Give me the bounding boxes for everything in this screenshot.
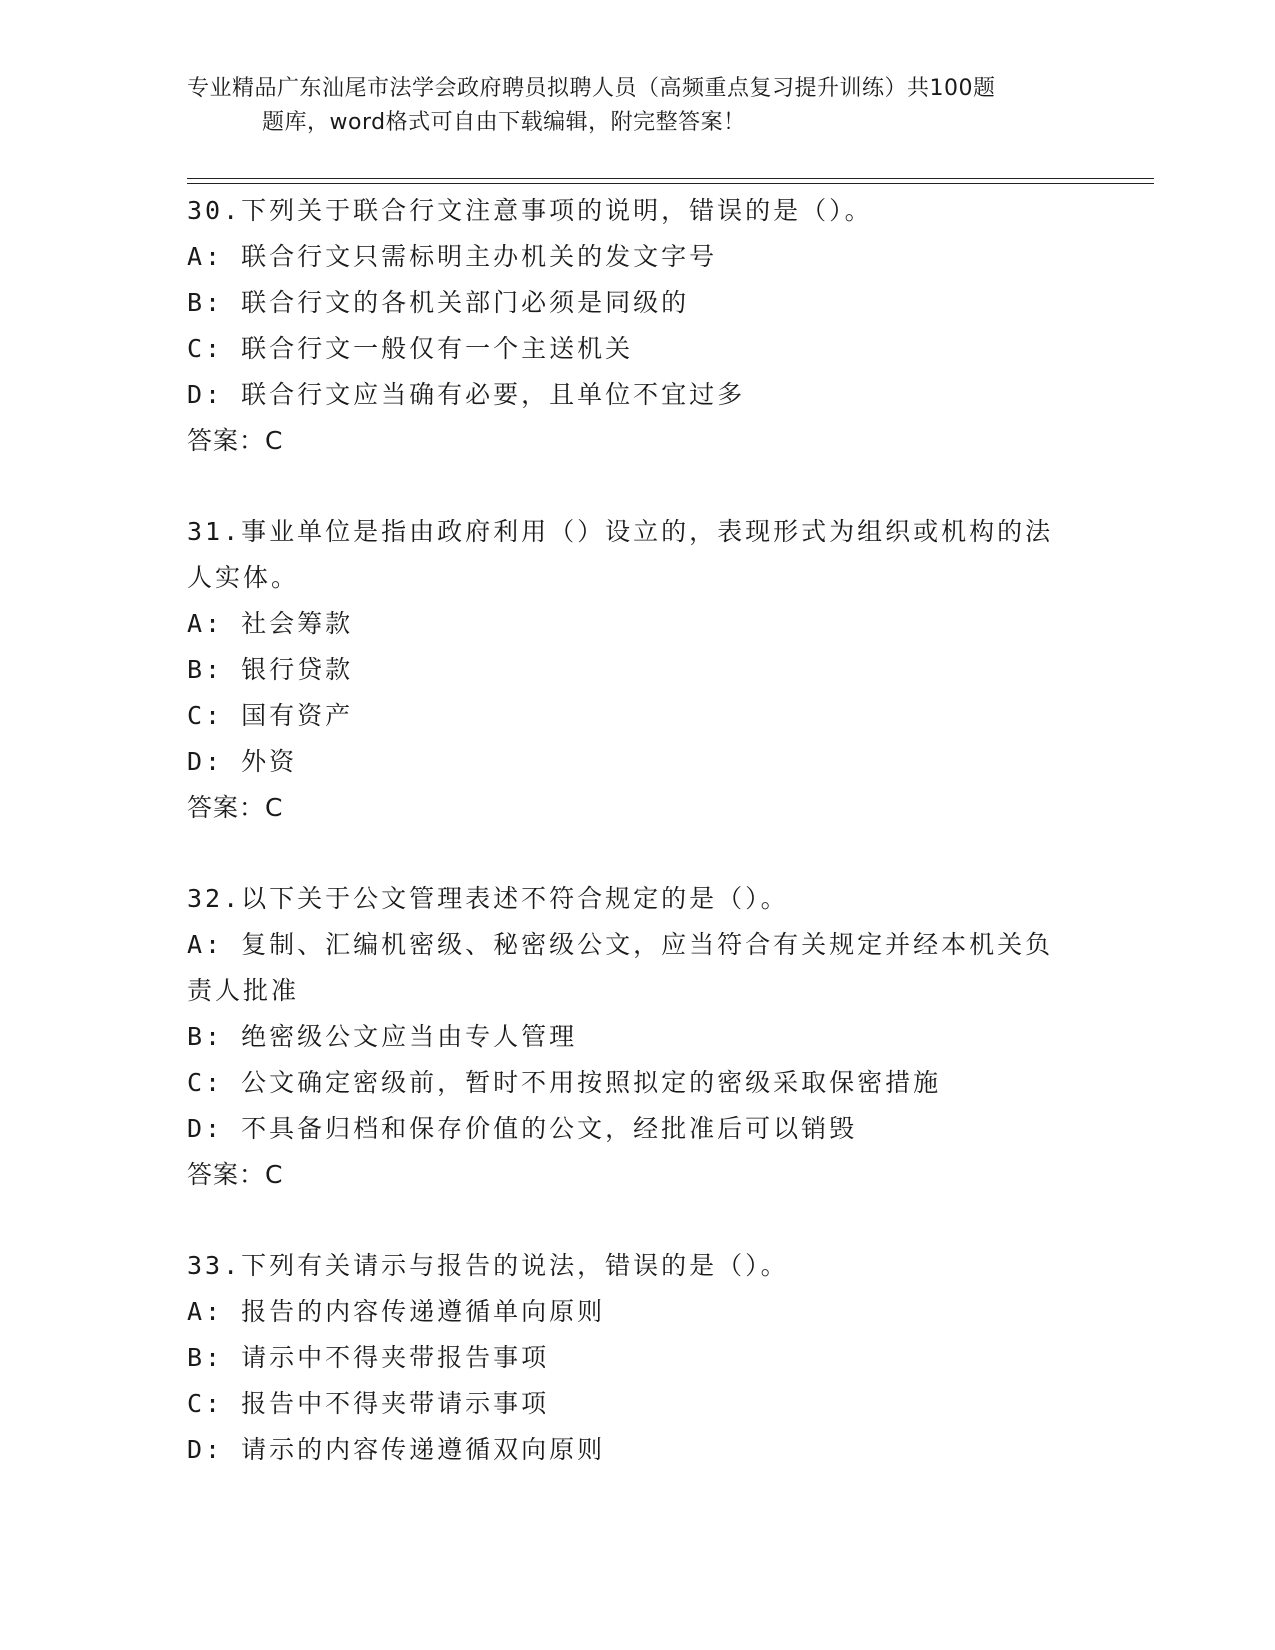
answer-option: 责人批准	[187, 976, 300, 1005]
answer-option: B: 联合行文的各机关部门必须是同级的	[187, 288, 690, 317]
question-block	[187, 876, 1087, 1198]
question-stem: 人实体。	[187, 563, 300, 592]
answer-option: A: 复制、汇编机密级、秘密级公文，应当符合有关规定并经本机关负	[187, 930, 1054, 959]
answer-option: B: 绝密级公文应当由专人管理	[187, 1022, 578, 1051]
answer-option: D: 不具备归档和保存价值的公文，经批准后可以销毁	[187, 1114, 858, 1143]
header-divider-bottom	[187, 183, 1154, 184]
question-stem: 31.事业单位是指由政府利用（）设立的，表现形式为组织或机构的法	[187, 517, 1054, 546]
header-line-2: 题库，word格式可自由下载编辑，附完整答案！	[262, 110, 746, 135]
answer-option: C: 国有资产	[187, 701, 354, 730]
answer-option: D: 联合行文应当确有必要，且单位不宜过多	[187, 380, 746, 409]
question-block	[187, 188, 1087, 464]
document-header	[187, 72, 1087, 140]
question-block	[187, 1243, 1087, 1473]
question-stem: 33.下列有关请示与报告的说法，错误的是（）。	[187, 1251, 789, 1280]
answer-option: C: 公文确定密级前，暂时不用按照拟定的密级采取保密措施	[187, 1068, 942, 1097]
answer-option: A: 报告的内容传递遵循单向原则	[187, 1297, 606, 1326]
answer-option: A: 社会筹款	[187, 609, 354, 638]
answer-option: C: 报告中不得夹带请示事项	[187, 1389, 550, 1418]
answer-option: B: 请示中不得夹带报告事项	[187, 1343, 550, 1372]
header-divider-top	[187, 178, 1154, 179]
answer-option: C: 联合行文一般仅有一个主送机关	[187, 334, 634, 363]
answer-option: D: 请示的内容传递遵循双向原则	[187, 1435, 606, 1464]
answer-option: A: 联合行文只需标明主办机关的发文字号	[187, 242, 718, 271]
question-list	[187, 188, 1087, 1518]
answer-key: 答案：C	[187, 426, 284, 455]
answer-option: D: 外资	[187, 747, 298, 776]
answer-key: 答案：C	[187, 793, 284, 822]
question-block	[187, 509, 1087, 831]
header-line-1: 专业精品广东汕尾市法学会政府聘员拟聘人员（高频重点复习提升训练）共100题	[187, 76, 996, 101]
answer-key: 答案：C	[187, 1160, 284, 1189]
question-stem: 32.以下关于公文管理表述不符合规定的是（）。	[187, 884, 789, 913]
question-stem: 30.下列关于联合行文注意事项的说明，错误的是（）。	[187, 196, 873, 225]
answer-option: B: 银行贷款	[187, 655, 354, 684]
